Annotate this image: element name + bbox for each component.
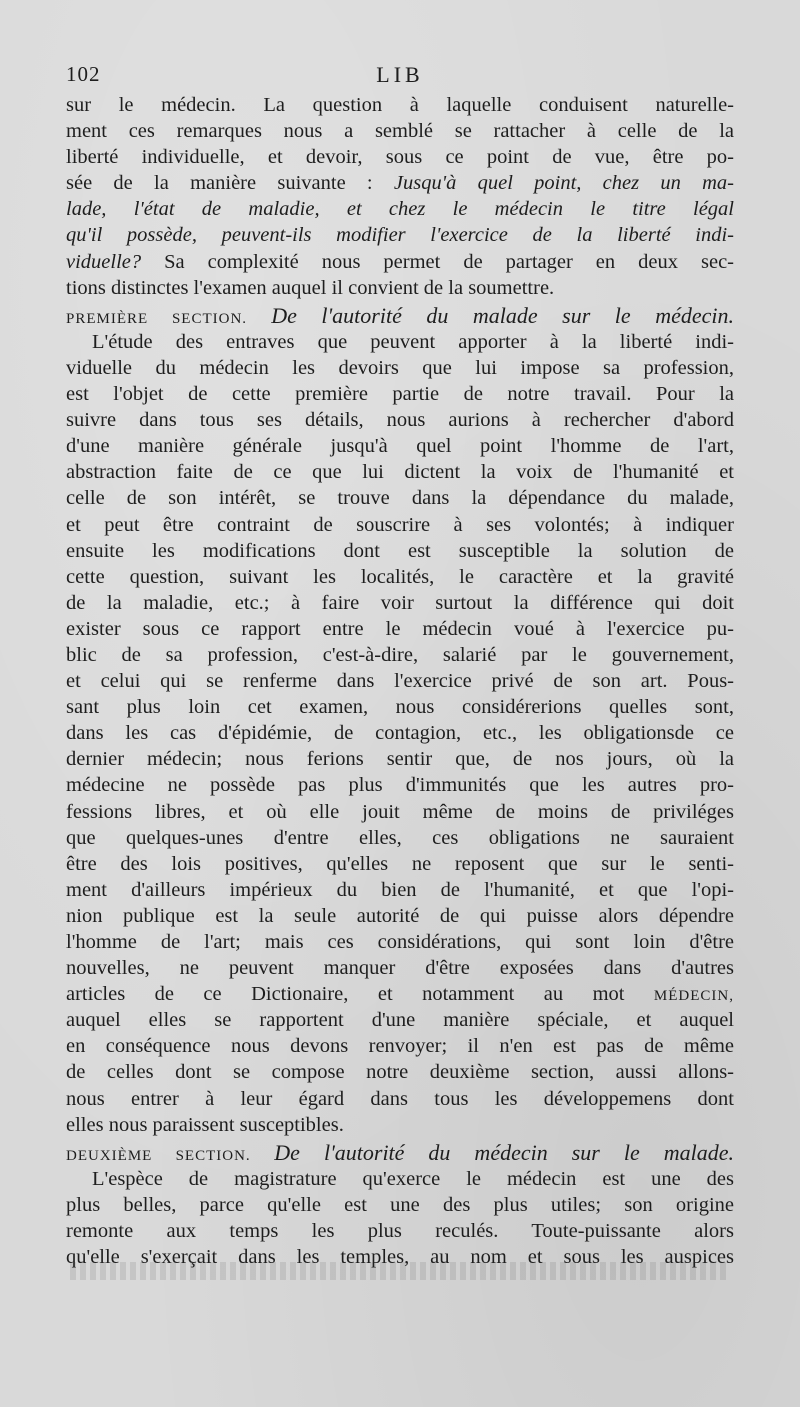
text-line: nous entrer à leur égard dans tous les développemens dont xyxy=(66,1087,734,1110)
page-body xyxy=(66,92,734,1270)
section-heading-1 xyxy=(66,303,734,329)
text-line: celle de son intérêt, se trouve dans la dépendance du malade, xyxy=(66,487,734,510)
text-line xyxy=(66,170,734,196)
section-title: De l'autorité du malade sur le médecin. xyxy=(271,302,734,328)
text-line: sant plus loin cet examen, nous considérerions quelles sont, xyxy=(66,696,734,719)
paragraph-2 xyxy=(66,1166,734,1270)
text-line: elles nous paraissent susceptibles. xyxy=(66,1113,344,1136)
section-title: De l'autorité du médecin sur le malade. xyxy=(274,1139,734,1165)
text-line: sur le médecin. La question à laquelle conduisent naturelle- xyxy=(66,94,734,116)
text-line: et peut être contraint de souscrire à ses volontés; à indiquer xyxy=(66,513,734,536)
text-line: blic de sa profession, c'est-à-dire, salarié par le gouvernement, xyxy=(66,643,734,666)
section-heading-2 xyxy=(66,1140,734,1166)
cross-reference: MÉDECIN, xyxy=(653,988,734,1005)
text-line: médecine ne possède pas plus d'immunités que les autres pro- xyxy=(66,774,734,797)
text-line: et celui qui se renferme dans l'exercice privé de son art. Pous- xyxy=(66,670,734,693)
text-line: suivre dans tous ses détails, nous aurions à rechercher d'abord xyxy=(66,409,734,432)
text-line: ment ces remarques nous a semblé se rattacher à celle de la xyxy=(66,120,734,143)
section-label: PREMIÈRE SECTION. xyxy=(66,310,248,327)
running-head: LIB xyxy=(376,62,424,87)
text-line: ensuite les modifications dont est susceptible la solution de xyxy=(66,539,734,562)
text-line: liberté individuelle, et devoir, sous ce point de vue, être po- xyxy=(66,146,734,169)
text-line: fessions libres, et où elle jouit même de moins de priviléges xyxy=(66,800,734,823)
text-line xyxy=(66,249,734,275)
text-line: est l'objet de cette première partie de notre travail. Pour la xyxy=(66,383,734,406)
text-line: remonte aux temps les plus reculés. Toute-puissante alors xyxy=(66,1220,734,1243)
text-line: dernier médecin; nous ferions sentir que, de nos jours, où la xyxy=(66,748,734,771)
text-line xyxy=(66,981,734,1007)
italic-question-line: lade, l'état de maladie, et chez le médecin le titre légal xyxy=(66,198,734,221)
text-line: de celles dont se compose notre deuxième section, aussi allons- xyxy=(66,1061,734,1084)
text-line: L'étude des entraves que peuvent apporter à la liberté indi- xyxy=(92,330,734,353)
bleed-through-shadow xyxy=(70,1262,730,1280)
text-line: que quelques-unes d'entre elles, ces obligations ne sauraient xyxy=(66,826,734,849)
text-line: abstraction faite de ce que lui dictent la voix de l'humanité et xyxy=(66,461,734,484)
text-run: Sa complexité nous permet de partager en deux sec- xyxy=(141,250,734,273)
text-line: dans les cas d'épidémie, de contagion, etc., les obligationsde ce xyxy=(66,722,734,745)
text-line: auquel elles se rapportent d'une manière spéciale, et auquel xyxy=(66,1009,734,1032)
text-line: tions distinctes l'examen auquel il convient de la soumettre. xyxy=(66,276,555,299)
text-run: articles de ce Dictionaire, et notamment au mot xyxy=(66,983,654,1006)
section-label: DEUXIÈME SECTION. xyxy=(66,1147,251,1164)
text-line: nion publique est la seule autorité de qui puisse alors dépendre xyxy=(66,904,734,927)
paragraph-1 xyxy=(66,329,734,1138)
text-line: cette question, suivant les localités, le caractère et la gravité xyxy=(66,565,734,588)
italic-question: Jusqu'à quel point, chez un ma- xyxy=(393,172,734,195)
text-line: ment d'ailleurs impérieux du bien de l'humanité, et que l'opi- xyxy=(66,878,734,901)
italic-question: viduelle? xyxy=(66,250,142,273)
text-line: viduelle du médecin les devoirs que lui impose sa profession, xyxy=(66,356,734,379)
page-header xyxy=(66,62,734,90)
text-line: d'une manière générale jusqu'à quel point l'homme de l'art, xyxy=(66,435,734,458)
text-line: qu'elle s'exerçait dans les temples, au nom et sous les auspices xyxy=(66,1246,734,1269)
text-line: l'homme de l'art; mais ces considérations, qui sont loin d'être xyxy=(66,931,734,953)
italic-question-line: qu'il possède, peuvent-ils modifier l'exercice de la liberté indi- xyxy=(66,224,734,247)
page-number: 102 xyxy=(66,62,101,86)
text-line: L'espèce de magistrature qu'exerce le médecin est une des xyxy=(92,1167,734,1190)
text-line: en conséquence nous devons renvoyer; il n'en est pas de même xyxy=(66,1035,734,1058)
text-line: de la maladie, etc.; à faire voir surtout la différence qui doit xyxy=(66,591,734,614)
text-line: exister sous ce rapport entre le médecin voué à l'exercice pu- xyxy=(66,617,734,640)
opening-paragraph xyxy=(66,92,734,301)
text-line: nouvelles, ne peuvent manquer d'être exposées dans d'autres xyxy=(66,957,734,980)
text-run: sée de la manière suivante : xyxy=(66,172,394,195)
text-line: plus belles, parce qu'elle est une des plus utiles; son origine xyxy=(66,1193,734,1216)
text-line: être des lois positives, qu'elles ne reposent que sur le senti- xyxy=(66,852,734,875)
